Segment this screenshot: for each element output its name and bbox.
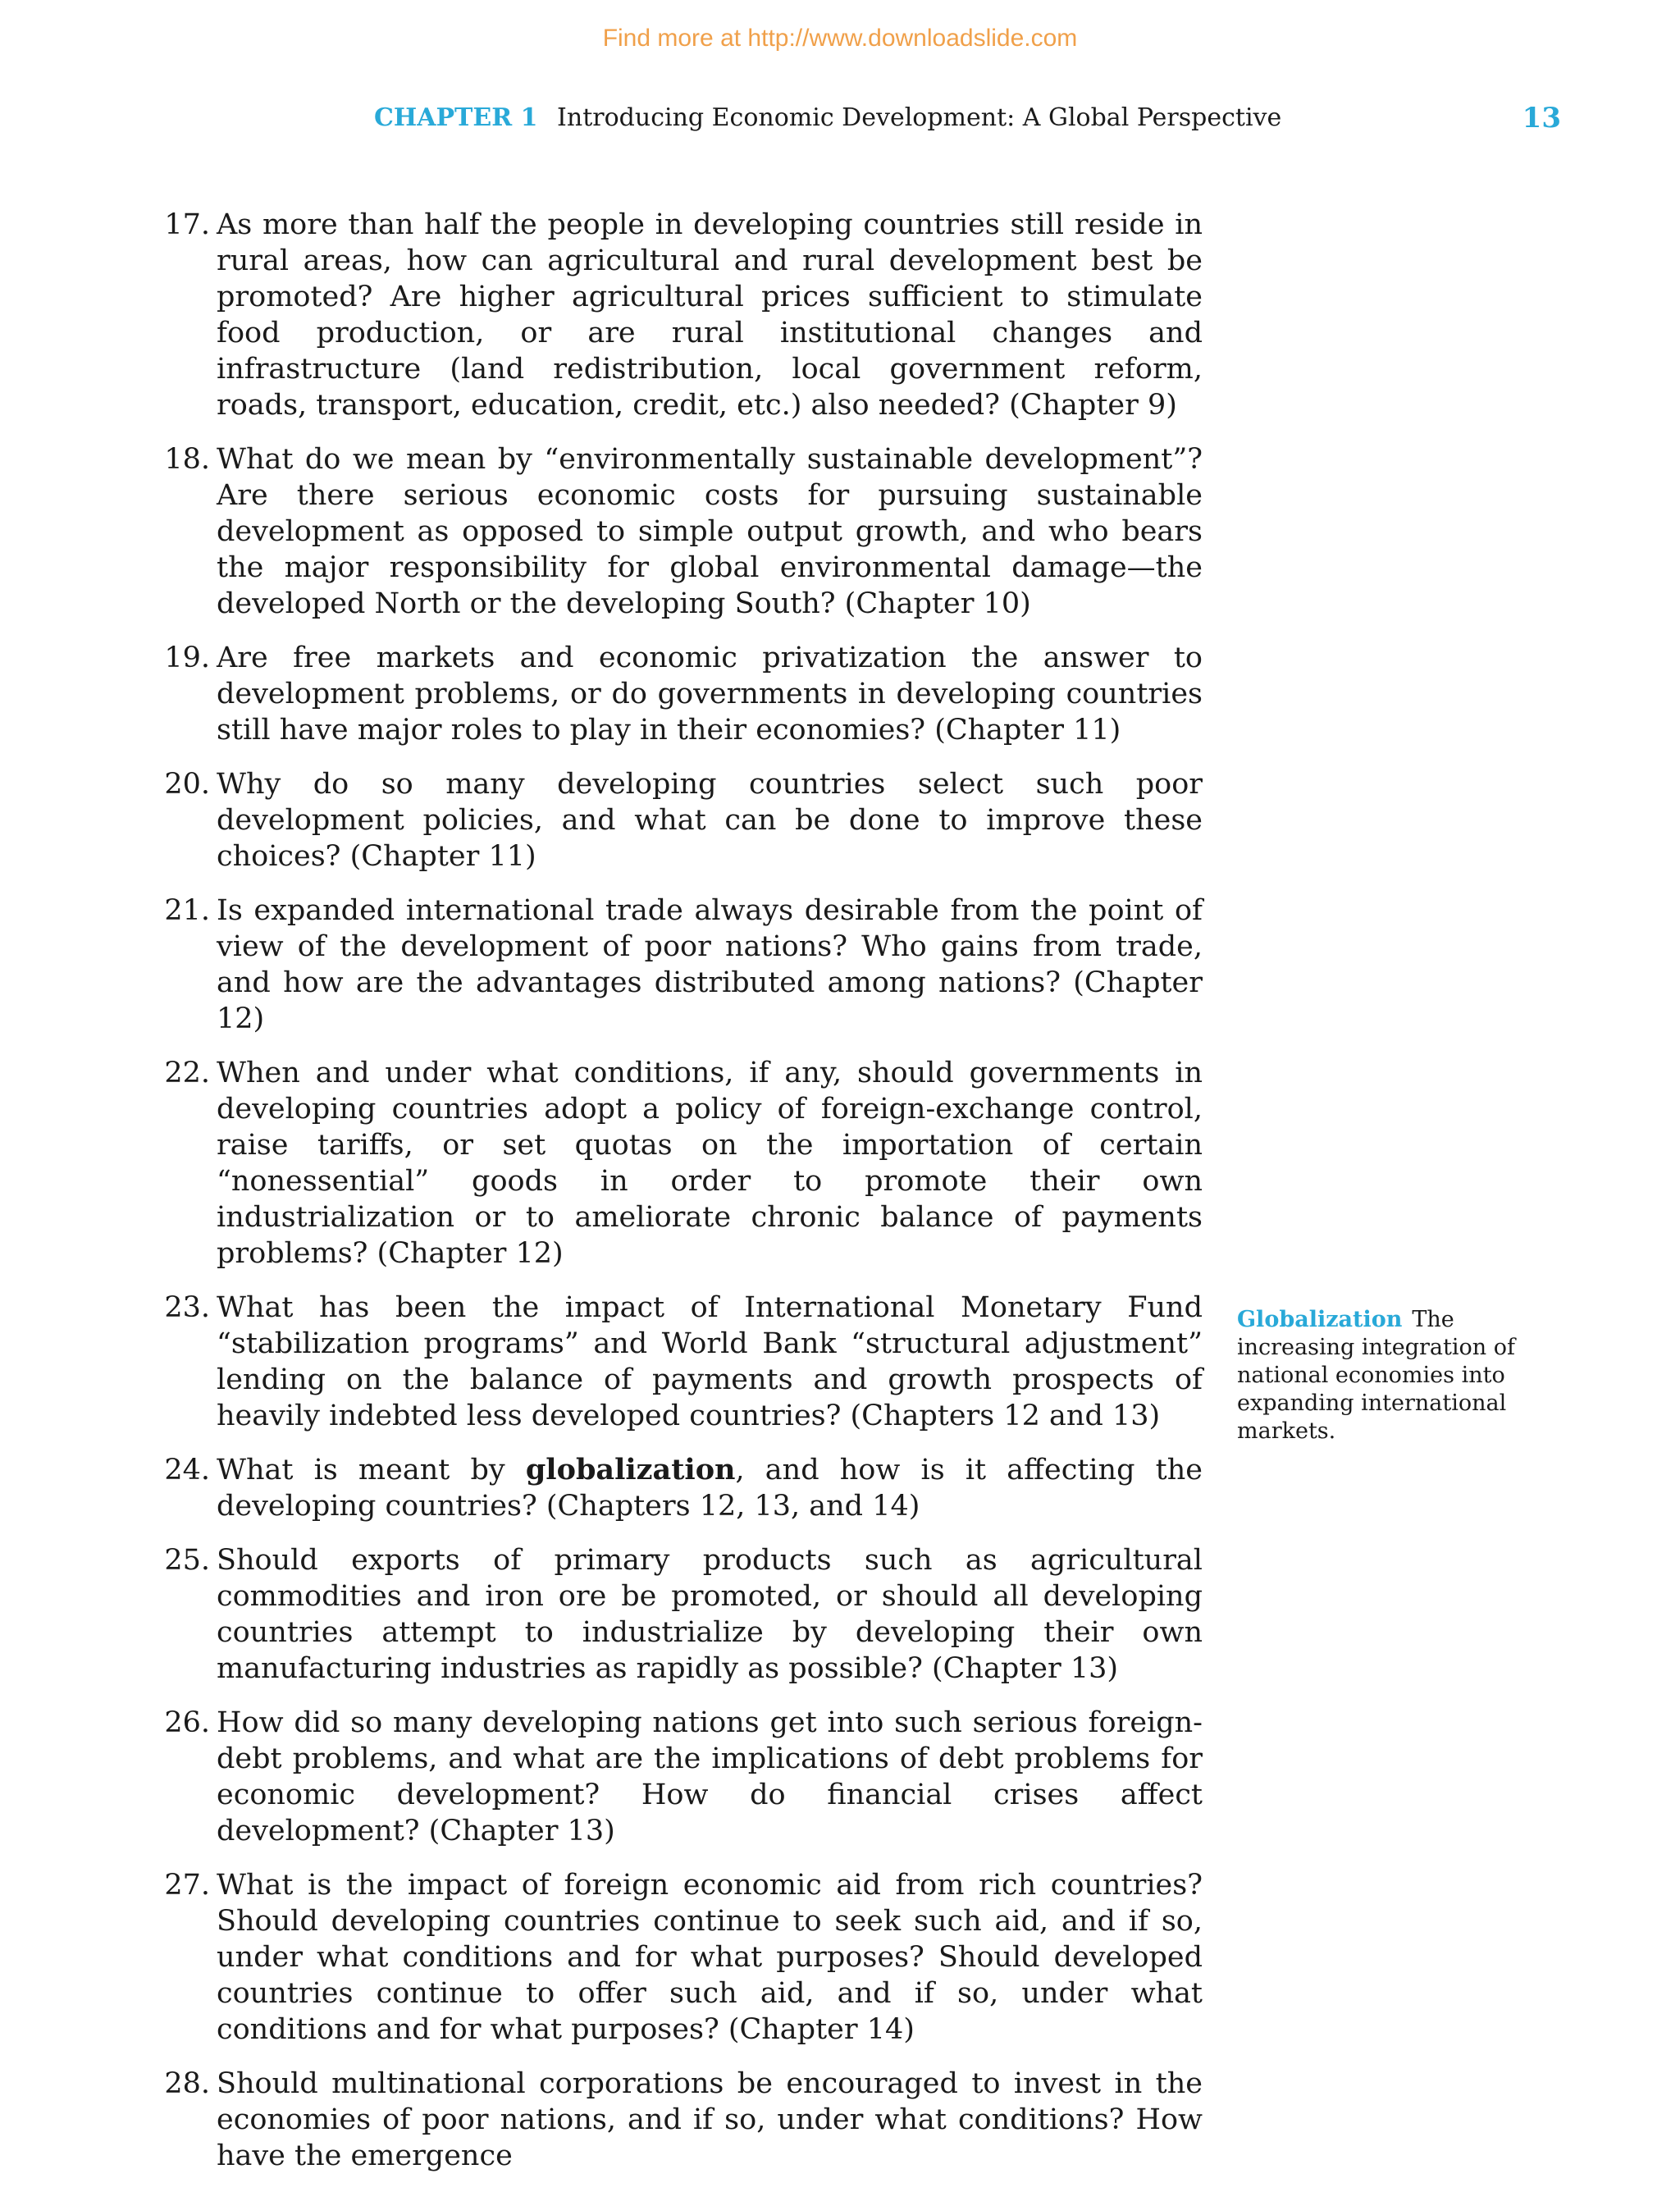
question-list (161, 207, 1203, 2192)
glossary-term-globalization: globalization (525, 1453, 736, 1486)
question-number: 19. (164, 642, 210, 674)
question-text: What do we mean by “environmentally sustainable development”? Are there serious economic costs for pursuing sustainable development as opposed to simple output growth, and who bears the major responsibility for global environmental damage—the developed North or the developing South? (Chapter 10) (217, 443, 1203, 620)
question-number: 23. (164, 1291, 210, 1324)
question-text: Why do so many developing countries select such poor development policies, and what can be done to improve these choices? (Chapter 11) (217, 768, 1203, 873)
question-number: 24. (164, 1454, 210, 1486)
question-text (217, 1454, 1203, 1523)
question-28 (161, 2066, 1203, 2174)
question-text: Are free markets and economic privatization the answer to development problems, or do governments in developing countries still have major roles to play in their economies? (Chapter 11) (217, 642, 1203, 747)
question-27 (161, 1867, 1203, 2048)
question-20 (161, 766, 1203, 875)
question-22 (161, 1055, 1203, 1272)
question-text: When and under what conditions, if any, should governments in developing countries adopt a policy of foreign-exchange control, raise tariffs, or set quotas on the importation of certain “nonessential” goods in order to promote their own industrialization or to ameliorate chronic balance of payments problems? (Chapter 12) (217, 1057, 1203, 1270)
question-text: What has been the impact of International Monetary Fund “stabilization programs” and World Bank “structural adjustment” lending on the balance of payments and growth prospects of heavily indebted less developed countries? (Chapters 12 and 13) (217, 1291, 1203, 1432)
question-number: 21. (164, 894, 210, 927)
question-text: Should multinational corporations be encouraged to invest in the economies of poor nations, and if so, under what conditions? How have the emergence (217, 2067, 1203, 2172)
question-text-before: What is meant by (217, 1454, 526, 1486)
running-head (374, 103, 1281, 132)
question-25 (161, 1542, 1203, 1687)
question-26 (161, 1705, 1203, 1849)
question-number: 22. (164, 1057, 210, 1089)
question-number: 18. (164, 443, 210, 476)
chapter-label: CHAPTER 1 (374, 103, 538, 132)
watermark-text: Find more at http://www.downloadslide.com (602, 25, 1078, 52)
margin-glossary-note (1237, 1306, 1549, 1445)
question-number: 26. (164, 1706, 210, 1739)
chapter-title: Introducing Economic Development: A Global Perspective (557, 103, 1282, 132)
question-text-after: , and how is it affecting the developing countries? (Chapters 12, 13, and 14) (217, 1454, 1203, 1523)
question-number: 25. (164, 1544, 210, 1577)
question-17 (161, 207, 1203, 423)
question-number: 20. (164, 768, 210, 801)
question-23 (161, 1290, 1203, 1434)
question-text: What is the impact of foreign economic aid from rich countries? Should developing countries continue to seek such aid, and if so, under what conditions and for what purposes? Should developed countries continue to offer such aid, and if so, under what conditions and for what purposes? (Chapter 14) (217, 1869, 1203, 2046)
question-19 (161, 640, 1203, 748)
question-number: 27. (164, 1869, 210, 1902)
question-21 (161, 893, 1203, 1037)
question-18 (161, 441, 1203, 622)
question-24 (161, 1452, 1203, 1524)
question-text: How did so many developing nations get into such serious foreign-debt problems, and what are the implications of debt problems for economic development? How do financial crises affect development? (Chapter 13) (217, 1706, 1203, 1847)
question-number: 28. (164, 2067, 210, 2100)
question-number: 17. (164, 208, 210, 241)
page-number: 13 (1522, 102, 1561, 135)
question-text: As more than half the people in developing countries still reside in rural areas, how can agricultural and rural development best be promoted? Are higher agricultural prices sufficient to stimulate food production, or are rural institutional changes and infrastructure (land redistribution, local government reform, roads, transport, education, credit, etc.) also needed? (Chapter 9) (217, 208, 1203, 422)
question-text: Is expanded international trade always desirable from the point of view of the development of poor nations? Who gains from trade, and how are the advantages distributed among nations? (Chapter 12) (217, 894, 1203, 1035)
margin-note-term: Globalization (1237, 1307, 1403, 1332)
question-text: Should exports of primary products such as agricultural commodities and iron ore be promoted, or should all developing countries attempt to industrialize by developing their own manufacturing industries as rapidly as possible? (Chapter 13) (217, 1544, 1203, 1685)
margin-note-definition: The increasing integration of national economies into expanding international markets. (1237, 1307, 1515, 1444)
